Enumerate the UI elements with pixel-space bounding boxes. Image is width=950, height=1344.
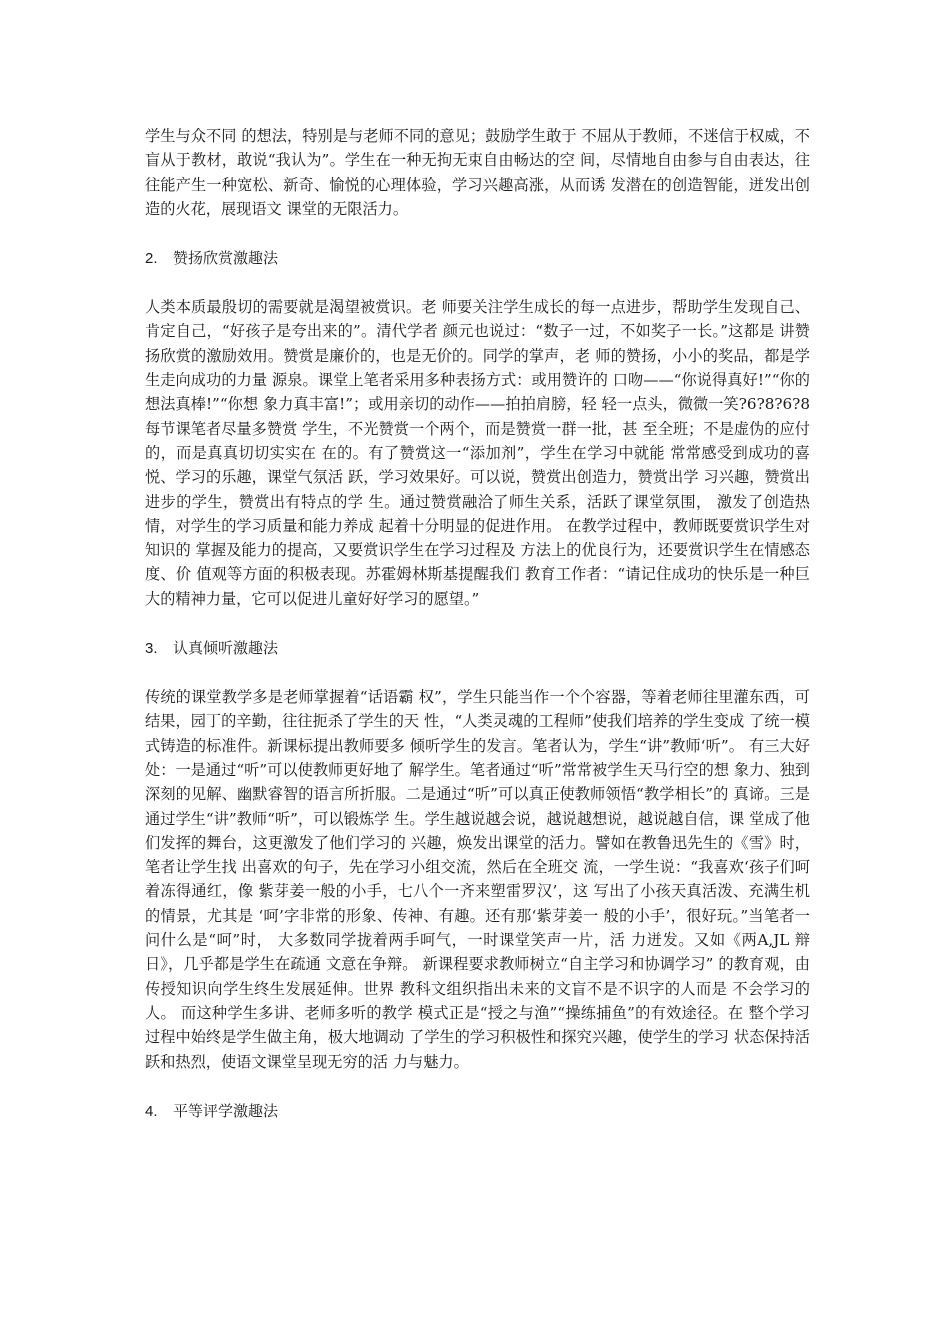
section-number: 3.: [145, 640, 158, 658]
section-heading-2: [145, 247, 810, 270]
section-number: 4.: [145, 1102, 158, 1120]
section-title: 平等评学激趣法: [173, 1101, 279, 1120]
paragraph-praise: 人类本质最殷切的需要就是渴望被赏识。老 师要关注学生成长的每一点进步，帮助学生发现自己、肯定自己，“好孩子是夸出来的”。清代学者 颜元也说过：“数子一过，不如奖子一长。”这都是 讲赞扬欣赏的激励效用。赞赏是廉价的，也是无价的。同学的掌声，老 师的赞扬，小小的奖品，都是学生走向成功的力量 源泉。课堂上笔者采用多种表扬方式：或用赞许的 口吻——“你说得真好!”“你的想法真棒!”“你想 象力真丰富!”；或用亲切的动作——拍拍肩膀，轻 轻一点头，微微一笑?6?8?6?8 每节课笔者尽量多赞赏 学生，不光赞赏一个两个，而是赞赏一群一批，甚 至全班；不是虚伪的应付的，而是真真切切实实在 在的。有了赞赏这一“添加剂”，学生在学习中就能 常常感受到成功的喜悦、学习的乐趣，课堂气氛活 跃，学习效果好。可以说，赞赏出创造力，赞赏出学 习兴趣，赞赏出进步的学生，赞赏出有特点的学 生。通过赞赏融洽了师生关系，活跃了课堂氛围， 激发了创造热情，对学生的学习质量和能力养成 起着十分明显的促进作用。 在教学过程中，教师既要赏识学生对知识的 掌握及能力的提高，又要赏识学生在学习过程及 方法上的优良行为，还要赏识学生在情感态度、价 值观等方面的积极表现。苏霍姆林斯基提醒我们 教育工作者：“请记住成功的快乐是一种巨大的精神力量，它可以促进儿童好好学习的愿望。”: [145, 298, 810, 608]
section-heading-3: [145, 637, 810, 660]
paragraph-listening: 传统的课堂教学多是老师掌握着“话语霸 权”，学生只能当作一个个容器，等着老师往里灌东西，可结果，园丁的辛勤，往往扼杀了学生的天 性，“人类灵魂的工程师”使我们培养的学生变成 了统一模式铸造的标准件。新课标提出教师要多 倾听学生的发言。笔者认为，学生“讲”教师‘听”。 有三大好处：一是通过“听”可以使教师更好地了 解学生。笔者通过“听”常常被学生天马行空的想 象力、独到深刻的见解、幽默睿智的语言所折服。二是通过“听”可以真正使教师领悟“教学相长”的 真谛。三是通过学生“讲”教师“听”，可以锻炼学 生。学生越说越会说，越说越想说，越说越自信，课 堂成了他们发挥的舞台，这更激发了他们学习的 兴趣，焕发出课堂的活力。譬如在教鲁迅先生的《雪》时，笔者让学生找 出喜欢的句子，先在学习小组交流，然后在全班交 流，一学生说：“我喜欢‘孩子们呵着冻得通红，像 紫芽姜一般的小手，七八个一齐来塑雷罗汉’，这 写出了小孩天真活泼、充满生机的情景，尤其是 ‘呵’字非常的形象、传神、有趣。还有那‘紫芽姜一 般的小手’，很好玩。”当笔者一问什么是“呵”时， 大多数同学拢着两手呵气，一时课堂笑声一片，活 力迸发。又如《两A,JL 辩日》，几乎都是学生在疏通 文意在争辩。 新课程要求教师树立“自主学习和协调学习” 的教育观，由传授知识向学生终生发展延伸。世界 教科文组织指出未来的文盲不是不识字的人而是 不会学习的人。 而这种学生多讲、老师多听的教学 模式正是“授之与渔”“操练捕鱼”的有效途径。在 整个学习过程中始终是学生做主角，极大地调动 了学生的学习积极性和探究兴趣，使学生的学习 状态保持活跃和热烈，使语文课堂呈现无穷的活 力与魅力。: [145, 688, 810, 1071]
section-number: 2.: [145, 250, 158, 268]
section-heading-4: [145, 1100, 810, 1123]
document-body: [145, 124, 810, 1148]
section-title: 赞扬欣赏激趣法: [173, 249, 279, 268]
paragraph-intro: 学生与众不同 的想法，特别是与老师不同的意见；鼓励学生敢于 不屈从于教师，不迷信于权威，不盲从于教材，敢说“我认为”。学生在一种无拘无束自由畅达的空 间，尽情地自由参与自由表达，往往能产生一种宽松、新奇、愉悦的心理体验，学习兴趣高涨，从而诱 发潜在的创造智能，迸发出创造的火花，展现语文 课堂的无限活力。: [145, 127, 810, 218]
section-title: 认真倾听激趣法: [173, 639, 279, 658]
